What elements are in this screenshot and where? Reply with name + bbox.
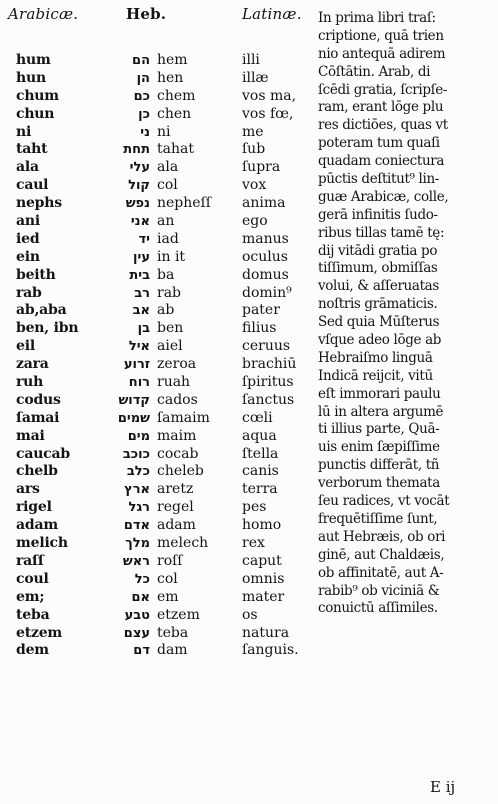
vocabulary-row: [0, 463, 320, 481]
hebrew-transliteration: aiel: [157, 338, 183, 355]
hebrew-transliteration: rab: [157, 284, 182, 301]
vocabulary-row: [0, 70, 320, 88]
hebrew-transliteration: ala: [157, 159, 179, 176]
hebrew-transliteration: cheleb: [157, 463, 204, 480]
latin-word: ſanctus: [242, 391, 295, 408]
vocabulary-row: [0, 553, 320, 571]
hebrew-word: איל: [128, 339, 150, 355]
arabic-word: eil: [16, 338, 35, 355]
latin-word: illi: [242, 52, 260, 68]
latin-word: manus: [242, 230, 289, 247]
commentary-line: aut Hebræis, ob ori: [318, 528, 446, 545]
latin-word: terra: [242, 481, 278, 498]
latin-word: ſub: [242, 141, 266, 158]
hebrew-word: נפש: [125, 196, 150, 212]
arabic-word: caul: [16, 177, 49, 194]
hebrew-transliteration: tahat: [157, 141, 194, 158]
latin-word: brachiū: [242, 356, 297, 373]
vocabulary-row: [0, 177, 320, 195]
latin-word: domin⁹: [242, 284, 292, 301]
commentary-line: lū in altera argumē: [318, 403, 444, 420]
hebrew-word: תחת: [123, 142, 150, 158]
commentary-line: criptione, quā trien: [318, 27, 444, 44]
hebrew-word: רב: [134, 285, 150, 301]
vocabulary-row: [0, 607, 320, 625]
arabic-word: dem: [16, 642, 49, 659]
latin-word: ſupra: [242, 159, 281, 176]
hebrew-transliteration: melech: [157, 535, 209, 552]
column-header-hebrew: Heb.: [126, 5, 167, 23]
latin-word: homo: [242, 517, 282, 534]
vocabulary-row: [0, 428, 320, 446]
hebrew-transliteration: ba: [157, 266, 175, 283]
vocabulary-row: [0, 159, 320, 177]
hebrew-word: כן: [138, 106, 150, 122]
vocabulary-row: [0, 589, 320, 607]
hebrew-word: בן: [137, 321, 150, 337]
latin-word: vox: [242, 177, 267, 194]
arabic-word: hun: [16, 69, 46, 86]
vocabulary-row: [0, 88, 320, 106]
vocabulary-row: [0, 106, 320, 124]
arabic-word: ars: [16, 481, 40, 498]
commentary-line: ti illius parte, Quā-: [318, 421, 440, 438]
arabic-word: mai: [16, 427, 45, 444]
arabic-word: nephs: [16, 195, 62, 212]
hebrew-transliteration: chem: [157, 87, 196, 104]
arabic-word: ied: [16, 230, 40, 247]
vocabulary-row: [0, 499, 320, 517]
latin-word: rex: [242, 535, 265, 552]
arabic-word: ben, ibn: [16, 320, 79, 337]
arabic-word: adam: [16, 517, 58, 534]
latin-word: canis: [242, 463, 279, 480]
hebrew-word: קול: [128, 178, 150, 194]
latin-word: ego: [242, 213, 268, 230]
latin-word: anima: [242, 195, 286, 212]
hebrew-word: שמים: [117, 410, 150, 426]
hebrew-word: הם: [132, 53, 150, 68]
latin-word: ceruus: [242, 338, 291, 355]
hebrew-word: רגל: [128, 500, 150, 516]
arabic-word: ab,aba: [16, 302, 67, 319]
hebrew-transliteration: dam: [157, 642, 188, 659]
hebrew-transliteration: em: [157, 588, 179, 605]
column-header-latin: Latinæ.: [242, 5, 302, 23]
vocabulary-row: [0, 571, 320, 589]
arabic-word: chum: [16, 87, 59, 104]
commentary-line: dij vitādi gratia po: [318, 242, 438, 259]
latin-word: os: [242, 606, 258, 623]
commentary-line: In prima libri traſ:: [318, 10, 436, 26]
hebrew-transliteration: hem: [157, 52, 188, 68]
hebrew-transliteration: ſamaim: [157, 409, 210, 426]
latin-word: caput: [242, 552, 282, 569]
hebrew-word: כל: [134, 571, 150, 587]
hebrew-word: אב: [132, 303, 150, 319]
hebrew-word: אדם: [123, 518, 150, 534]
commentary-line: punctis differāt, tñ: [318, 457, 440, 474]
arabic-word: etzem: [16, 624, 63, 641]
hebrew-transliteration: roſſ: [157, 552, 183, 569]
hebrew-transliteration: an: [157, 213, 175, 230]
hebrew-word: ני: [140, 124, 150, 140]
hebrew-transliteration: col: [157, 177, 178, 194]
commentary-line: Indicā reijcit, vitū: [318, 367, 433, 384]
latin-word: pes: [242, 499, 267, 516]
arabic-word: coul: [16, 570, 49, 587]
latin-word: aqua: [242, 427, 277, 444]
hebrew-word: טבע: [124, 607, 150, 623]
latin-word: vos fœ,: [242, 105, 294, 122]
commentary-line: eſt immorari paulu: [318, 385, 441, 402]
commentary-line: res dictiōes, quas vt: [318, 117, 448, 134]
latin-word: mater: [242, 588, 285, 605]
commentary-line: vſque adeo lōge ab: [318, 332, 442, 349]
commentary-line: poteram tum quaſi: [318, 135, 440, 152]
latin-word: oculus: [242, 248, 288, 265]
commentary-line: ſeu radices, vt vocāt: [318, 493, 450, 510]
vocabulary-row: [0, 642, 320, 660]
arabic-word: zara: [16, 356, 49, 373]
commentary-line: rabib⁹ ob viciniā &: [318, 582, 440, 599]
arabic-word: chelb: [16, 463, 58, 480]
commentary-line: pūctis deſtitut⁹ lin-: [318, 171, 440, 188]
vocabulary-row: [0, 249, 320, 267]
vocabulary-row: [0, 410, 320, 428]
hebrew-word: ראש: [122, 553, 150, 569]
arabic-word: ni: [16, 123, 32, 140]
commentary-line: Hebraiſmo linguā: [318, 349, 433, 366]
latin-word: natura: [242, 624, 290, 641]
hebrew-transliteration: ruah: [157, 374, 191, 391]
arabic-word: taht: [16, 141, 48, 158]
commentary-line: Cōſtātin. Arab, di: [318, 63, 431, 80]
arabic-word: ſamai: [16, 409, 60, 426]
hebrew-transliteration: regel: [157, 499, 194, 516]
vocabulary-row: [0, 285, 320, 303]
hebrew-word: קדוש: [118, 392, 150, 408]
vocabulary-row: [0, 141, 320, 159]
latin-word: me: [242, 123, 264, 140]
hebrew-transliteration: cados: [157, 391, 198, 408]
hebrew-transliteration: aretz: [157, 481, 194, 498]
vocabulary-row: [0, 446, 320, 464]
latin-word: ſtella: [242, 445, 279, 462]
commentary-line: ram, erant lōge plu: [318, 99, 444, 116]
commentary-line: ginē, aut Chaldæis,: [318, 546, 445, 563]
vocabulary-row: [0, 52, 320, 70]
arabic-word: raſſ: [16, 552, 44, 569]
vocabulary-row: [0, 213, 320, 231]
vocabulary-row: [0, 517, 320, 535]
hebrew-word: עין: [133, 249, 150, 265]
latin-word: domus: [242, 266, 289, 283]
hebrew-word: כוכב: [122, 446, 150, 462]
vocabulary-row: [0, 481, 320, 499]
arabic-word: ani: [16, 213, 40, 230]
arabic-word: em;: [16, 588, 45, 605]
latin-word: pater: [242, 302, 280, 319]
hebrew-word: זרוע: [123, 357, 150, 373]
hebrew-word: אם: [131, 589, 150, 605]
hebrew-word: כלב: [126, 464, 150, 480]
hebrew-transliteration: zeroa: [157, 356, 197, 373]
hebrew-transliteration: hen: [157, 69, 184, 86]
hebrew-transliteration: adam: [157, 517, 196, 534]
hebrew-word: אני: [130, 214, 150, 230]
hebrew-transliteration: in it: [157, 248, 186, 265]
hebrew-word: מלך: [125, 536, 150, 552]
hebrew-word: ארץ: [124, 482, 150, 498]
vocabulary-row: [0, 356, 320, 374]
signature-mark: E ij: [430, 778, 456, 796]
hebrew-word: מים: [127, 428, 150, 444]
commentary-line: Sed quia Mūſterus: [318, 314, 440, 331]
vocabulary-row: [0, 267, 320, 285]
hebrew-transliteration: cocab: [157, 445, 199, 462]
vocabulary-row: [0, 535, 320, 553]
vocabulary-row: [0, 231, 320, 249]
commentary-column: [318, 10, 498, 618]
vocabulary-row: [0, 625, 320, 643]
hebrew-word: כם: [133, 88, 150, 104]
vocabulary-row: [0, 124, 320, 142]
commentary-line: uis enim ſæpiſſime: [318, 439, 440, 456]
latin-word: ſanguis.: [242, 642, 299, 659]
hebrew-word: עלי: [129, 160, 150, 176]
commentary-line: ob affinitatē, aut A-: [318, 564, 444, 581]
hebrew-word: דם: [133, 643, 150, 659]
vocabulary-row: [0, 320, 320, 338]
arabic-word: rigel: [16, 499, 52, 516]
commentary-line: conuictū aſſimiles.: [318, 600, 438, 617]
hebrew-transliteration: ben: [157, 320, 184, 337]
arabic-word: beith: [16, 266, 56, 283]
arabic-word: melich: [16, 535, 68, 552]
vocabulary-row: [0, 392, 320, 410]
latin-word: illæ: [242, 69, 269, 86]
hebrew-transliteration: etzem: [157, 606, 200, 623]
commentary-line: verborum themata: [318, 475, 440, 492]
arabic-word: hum: [16, 52, 51, 68]
hebrew-word: הן: [136, 70, 150, 86]
latin-word: omnis: [242, 570, 285, 587]
commentary-line: tiſſimum, obmiſſas: [318, 260, 438, 277]
vocabulary-table: [0, 52, 320, 660]
commentary-line: noſtris grāmaticis.: [318, 296, 438, 313]
commentary-line: nio antequā adirem: [318, 45, 446, 62]
hebrew-transliteration: col: [157, 570, 178, 587]
commentary-line: quadam coniectura: [318, 153, 445, 170]
hebrew-transliteration: nepheſſ: [157, 195, 211, 212]
hebrew-transliteration: maim: [157, 427, 197, 444]
hebrew-word: עצם: [123, 625, 150, 641]
arabic-word: ein: [16, 248, 40, 265]
arabic-word: caucab: [16, 445, 70, 462]
hebrew-word: יד: [138, 231, 150, 247]
latin-word: filius: [242, 320, 277, 337]
hebrew-transliteration: ab: [157, 302, 175, 319]
hebrew-transliteration: iad: [157, 230, 179, 247]
latin-word: ſpiritus: [242, 374, 294, 391]
latin-word: cœli: [242, 409, 273, 426]
hebrew-word: רוח: [128, 375, 150, 391]
commentary-line: gerā infinitis ſudo-: [318, 206, 438, 223]
vocabulary-row: [0, 338, 320, 356]
commentary-line: ſcēdi gratia, ſcripſe-: [318, 81, 448, 98]
commentary-line: guæ Arabicæ, colle,: [318, 188, 449, 205]
commentary-line: ribus tillas tamē tę:: [318, 224, 445, 241]
vocabulary-row: [0, 374, 320, 392]
arabic-word: rab: [16, 284, 42, 301]
hebrew-transliteration: chen: [157, 105, 192, 122]
commentary-line: frequētiſſime ſunt,: [318, 510, 438, 527]
hebrew-word: בית: [129, 267, 150, 283]
column-header-arabic: Arabicæ.: [8, 5, 79, 23]
arabic-word: ala: [16, 159, 39, 176]
arabic-word: teba: [16, 606, 50, 623]
hebrew-transliteration: ni: [157, 123, 171, 140]
arabic-word: ruh: [16, 374, 44, 391]
vocabulary-row: [0, 302, 320, 320]
commentary-line: volui, & aſſeruatas: [318, 278, 439, 295]
latin-word: vos ma,: [242, 87, 297, 104]
hebrew-transliteration: teba: [157, 624, 189, 641]
arabic-word: chun: [16, 105, 55, 122]
vocabulary-row: [0, 195, 320, 213]
arabic-word: codus: [16, 391, 61, 408]
